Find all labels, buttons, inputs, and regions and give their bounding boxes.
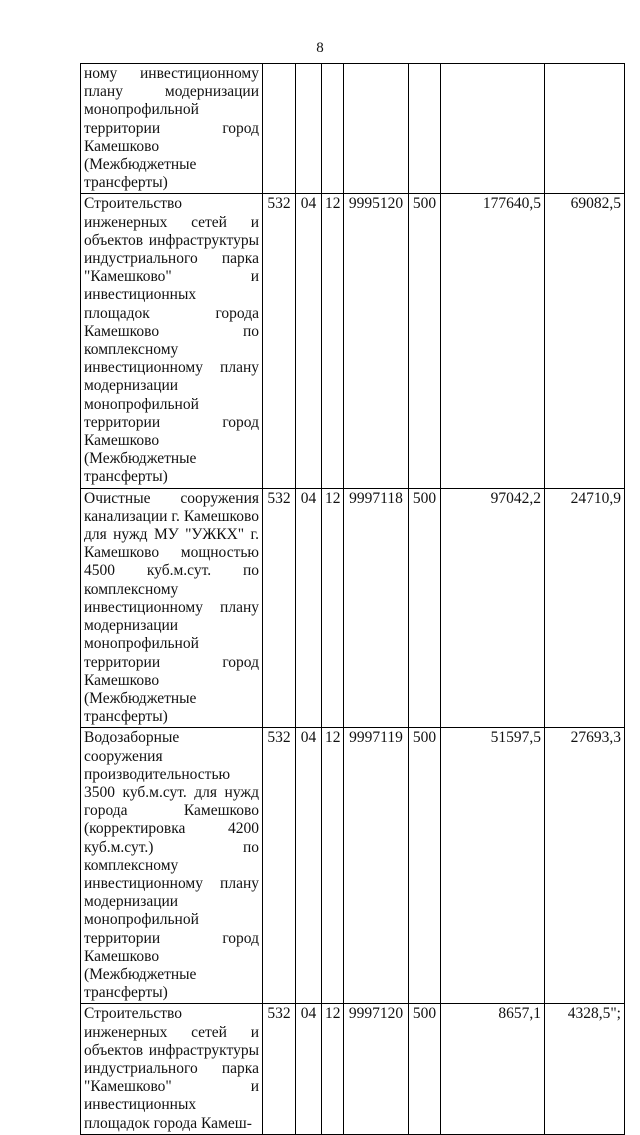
row-amount-1: 97042,2 bbox=[441, 488, 545, 728]
row-subsection: 12 bbox=[322, 1004, 344, 1134]
table-row bbox=[81, 64, 625, 194]
row-code: 532 bbox=[263, 488, 296, 728]
row-amount-2: 27693,3 bbox=[545, 728, 625, 1004]
row-amount-2: 4328,5"; bbox=[545, 1004, 625, 1134]
table-row bbox=[81, 194, 625, 488]
row-type: 500 bbox=[409, 488, 441, 728]
row-type: 500 bbox=[409, 194, 441, 488]
row-code: 532 bbox=[263, 728, 296, 1004]
row-target: 9997119 bbox=[344, 728, 409, 1004]
row-amount-1 bbox=[441, 64, 545, 194]
row-amount-2: 24710,9 bbox=[545, 488, 625, 728]
row-subsection: 12 bbox=[322, 194, 344, 488]
row-subsection bbox=[322, 64, 344, 194]
table-row bbox=[81, 1004, 625, 1134]
row-amount-1: 8657,1 bbox=[441, 1004, 545, 1134]
row-type: 500 bbox=[409, 1004, 441, 1134]
row-amount-1: 177640,5 bbox=[441, 194, 545, 488]
row-code bbox=[263, 64, 296, 194]
row-section: 04 bbox=[296, 194, 322, 488]
row-target: 9995120 bbox=[344, 194, 409, 488]
table-row bbox=[81, 488, 625, 728]
row-description: Водозаборные сооружения производительностью 3500 куб.м.сут. для нужд города Камешково (корректировка 4200 куб.м.сут.) по комплексному инвестиционному плану модернизации монопрофильной территории город Камешково (Межбюджетные трансферты) bbox=[81, 728, 263, 1004]
row-section bbox=[296, 64, 322, 194]
page-number: 8 bbox=[316, 40, 324, 56]
row-description: Строительство инженерных сетей и объектов инфраструктуры индустриального парка "Камешково" и инвестиционных площадок города Камешково по комплексному инвестиционному плану модернизации монопрофильной территории город Камешково (Межбюджетные трансферты) bbox=[81, 194, 263, 488]
row-amount-1: 51597,5 bbox=[441, 728, 545, 1004]
row-type bbox=[409, 64, 441, 194]
row-section: 04 bbox=[296, 728, 322, 1004]
row-section: 04 bbox=[296, 1004, 322, 1134]
row-target: 9997120 bbox=[344, 1004, 409, 1134]
row-code: 532 bbox=[263, 1004, 296, 1134]
row-target: 9997118 bbox=[344, 488, 409, 728]
row-type: 500 bbox=[409, 728, 441, 1004]
row-description: Очистные сооружения канализации г. Камешково для нужд МУ "УЖКХ" г. Камешково мощностью 4500 куб.м.сут. по комплексному инвестиционному плану модернизации монопрофильной территории город Камешково (Межбюджетные трансферты) bbox=[81, 488, 263, 728]
budget-table bbox=[80, 63, 625, 1135]
row-subsection: 12 bbox=[322, 488, 344, 728]
row-amount-2 bbox=[545, 64, 625, 194]
row-code: 532 bbox=[263, 194, 296, 488]
row-section: 04 bbox=[296, 488, 322, 728]
row-description: Строительство инженерных сетей и объектов инфраструктуры индустриального парка "Камешково" и инвестиционных площадок города Камеш- bbox=[81, 1004, 263, 1134]
row-amount-2: 69082,5 bbox=[545, 194, 625, 488]
table-row bbox=[81, 728, 625, 1004]
row-description: ному инвестиционному плану модернизации монопрофильной территории город Камешково (Межбюджетные трансферты) bbox=[81, 64, 263, 194]
row-subsection: 12 bbox=[322, 728, 344, 1004]
row-target bbox=[344, 64, 409, 194]
